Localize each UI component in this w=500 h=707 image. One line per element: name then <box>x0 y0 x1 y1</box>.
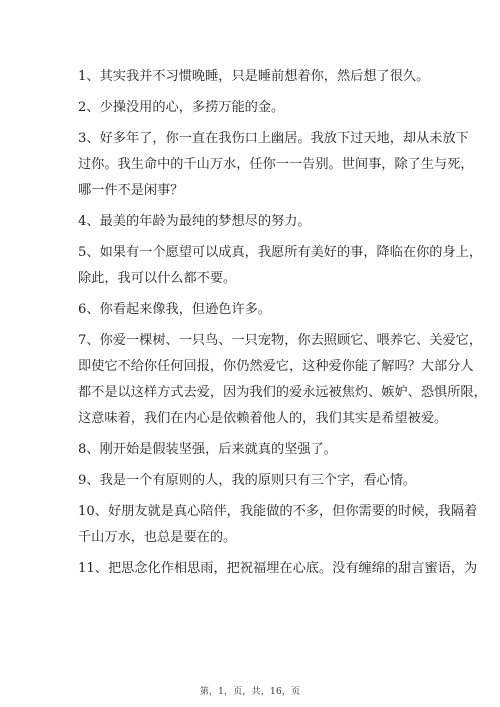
text-line: 1、其实我并不习惯晚睡，只是睡前想着你，然后想了很久。 <box>78 69 430 84</box>
list-item <box>78 95 424 121</box>
list-item <box>78 64 430 90</box>
text-line: 8、刚开始是假装坚强，后来就真的坚强了。 <box>78 442 337 457</box>
text-line: 9、我是一个有原则的人，我的原则只有三个字，看心情。 <box>78 473 417 488</box>
text-line: 都不是以这样方式去爱，因为我们的爱永远被焦灼、嫉妒、恐惧所限， <box>78 385 487 400</box>
text-line: 11、把思念化作相思雨，把祝福埋在心底。没有缠绵的甜言蜜语，为 <box>78 561 478 576</box>
list-item <box>78 556 478 582</box>
text-line: 过你。我生命中的千山万水，任你一一告别。世间事，除了生与死， <box>78 157 474 172</box>
text-line: 哪一件不是闲事？ <box>78 183 184 198</box>
text-line: 千山万水，也总是要在的。 <box>78 530 237 545</box>
list-item <box>78 240 483 292</box>
text-line: 即使它不给你任何回报，你仍然爱它，这种爱你能了解吗？大部分人 <box>78 359 474 374</box>
list-item <box>78 328 487 432</box>
list-item <box>78 297 424 323</box>
page-number-footer: 第，1，页，共，16，页 <box>199 687 301 697</box>
list-item <box>78 468 424 494</box>
text-line: 3、好多年了，你一直在我伤口上幽居。我放下过天地，却从未放下 <box>78 131 469 146</box>
list-item <box>78 499 478 551</box>
list-item <box>78 209 424 235</box>
list-item <box>78 126 474 204</box>
text-line: 这意味着，我们在内心是依赖着他人的，我们其实是希望被爱。 <box>78 411 448 426</box>
text-line: 5、如果有一个愿望可以成真，我愿所有美好的事，降临在你的身上， <box>78 245 483 260</box>
text-line: 10、好朋友就是真心陪伴，我能做的不多，但你需要的时候，我隔着 <box>78 504 478 519</box>
document-body <box>78 64 487 587</box>
text-line: 7、你爱一棵树、一只鸟、一只宠物，你去照顾它、喂养它、关爱它， <box>78 333 483 348</box>
text-line: 4、最美的年龄为最纯的梦想尽的努力。 <box>78 214 311 229</box>
text-line: 6、你看起来像我，但逊色许多。 <box>78 302 272 317</box>
list-item <box>78 437 424 463</box>
text-line: 2、少操没用的心，多捞万能的金。 <box>78 100 285 115</box>
text-line: 除此，我可以什么都不要。 <box>78 271 237 286</box>
